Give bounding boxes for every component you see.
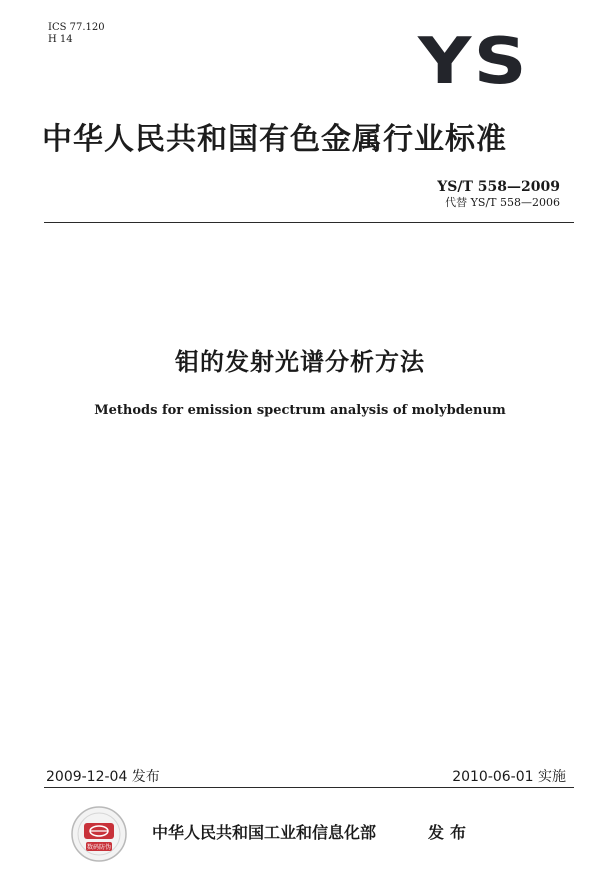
replaced-standard: 代替 YS/T 558—2006 xyxy=(445,196,560,209)
issue-label: 发布 xyxy=(428,823,473,842)
seal-text: 数码防伪 xyxy=(86,844,112,851)
classification-codes xyxy=(48,22,105,46)
ics-code: ICS 77.120 xyxy=(48,22,105,33)
organization-title: 中华人民共和国有色金属行业标准 xyxy=(42,122,507,157)
english-title: Methods for emission spectrum analysis of molybdenum xyxy=(94,403,506,418)
publish-date: 2009-12-04 发布 xyxy=(46,769,160,785)
chinese-title: 钼的发射光谱分析方法 xyxy=(175,348,425,376)
ys-logo: YS xyxy=(418,25,529,99)
anti-counterfeit-seal-icon xyxy=(70,805,128,863)
bottom-divider xyxy=(44,787,574,788)
issuing-authority: 中华人民共和国工业和信息化部 xyxy=(152,823,377,842)
ccs-code: H 14 xyxy=(48,34,73,45)
standard-number: YS/T 558—2009 xyxy=(437,179,560,195)
top-divider xyxy=(44,222,574,223)
standard-number-block xyxy=(437,178,560,210)
implement-date: 2010-06-01 实施 xyxy=(452,769,566,785)
